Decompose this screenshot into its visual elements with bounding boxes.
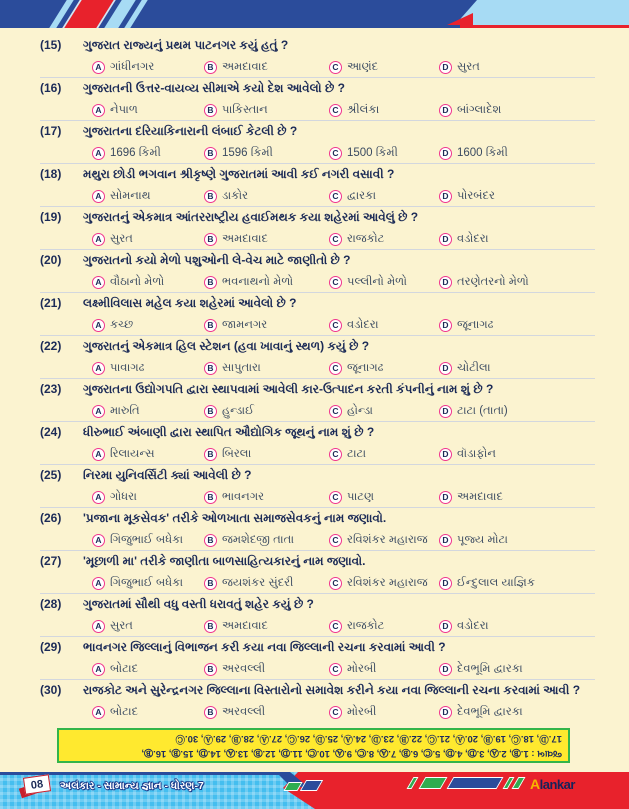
question-number: (17) [40, 124, 62, 138]
option-letter-badge: D [439, 104, 452, 117]
option-letter-badge: B [204, 190, 217, 203]
option-text: ટાટા [347, 447, 367, 460]
option-text: ભવનાથનો મેળો [222, 275, 294, 288]
option [92, 276, 204, 289]
option-letter-badge: B [204, 577, 217, 590]
option [439, 663, 523, 676]
question-number: (27) [40, 554, 62, 568]
option-letter-badge: A [92, 319, 105, 332]
option-letter-badge: A [92, 706, 105, 719]
option-text: મોરબી [347, 662, 377, 675]
option [92, 61, 204, 74]
option-letter-badge: A [92, 190, 105, 203]
option [329, 534, 439, 547]
option [92, 147, 204, 160]
option-text: રાજકોટ [347, 619, 385, 632]
answer-key-line2: 17.Ⓓ, 18.Ⓒ, 19.Ⓑ, 20.Ⓐ, 21.Ⓒ, 22.Ⓑ, 23.Ⓓ, 24.Ⓐ, 25.Ⓓ, 26.Ⓒ, 27.Ⓐ, 28.Ⓑ, 29.Ⓐ, 30.Ⓒ [175, 733, 562, 744]
option-text: જયશંકર સુંદરી [222, 576, 294, 589]
options-row [92, 230, 595, 248]
option-letter-badge: D [439, 534, 452, 547]
option-letter-badge: D [439, 448, 452, 461]
option-letter-badge: A [92, 577, 105, 590]
book-title: અલંકાર - સામાન્ય જ્ઞાન - ધોરણ-7 [60, 780, 204, 792]
page-header-banner [0, 0, 629, 28]
option-text: 1696 કિમી [110, 146, 161, 159]
option-text: અરવલ્લી [222, 662, 266, 675]
option [329, 276, 439, 289]
option-letter-badge: C [329, 491, 342, 504]
option [439, 491, 503, 504]
options-row [92, 316, 595, 334]
option-text: ડાકોર [222, 189, 249, 202]
question-number: (24) [40, 425, 62, 439]
option [439, 362, 491, 375]
option-text: ચોટીલા [457, 361, 491, 374]
option-text: આણંદ [347, 60, 379, 73]
option [92, 620, 204, 633]
option-letter-badge: A [92, 448, 105, 461]
option [92, 663, 204, 676]
option-letter-badge: A [92, 147, 105, 160]
option-text: અરવલ્લી [222, 705, 266, 718]
question-block [40, 250, 595, 293]
option-letter-badge: B [204, 362, 217, 375]
option-text: 1500 કિમી [347, 146, 398, 159]
question-block [40, 465, 595, 508]
option-text: મોરબી [347, 705, 377, 718]
option [92, 706, 204, 719]
option [92, 491, 204, 504]
option [439, 190, 495, 203]
option-letter-badge: D [439, 577, 452, 590]
question-text: ધીરુભાઈ અંબાણી દ્વારા સ્થાપિત ઔદ્યોગિક જૂથનું નામ શું છે ? [83, 425, 375, 439]
option-letter-badge: A [92, 276, 105, 289]
question-block [40, 336, 595, 379]
option-letter-badge: C [329, 620, 342, 633]
question-text: 'પ્રજાના મૂકસેવક' તરીકે ઓળખાતા સમાજસેવકનું નામ જણાવો. [83, 511, 387, 525]
option-text: વડોદરા [457, 232, 489, 245]
option [329, 233, 439, 246]
option-letter-badge: C [329, 276, 342, 289]
option-letter-badge: D [439, 190, 452, 203]
question-number: (25) [40, 468, 62, 482]
option [329, 362, 439, 375]
option [439, 104, 501, 117]
question-block [40, 164, 595, 207]
option-letter-badge: A [92, 405, 105, 418]
option-letter-badge: A [92, 61, 105, 74]
option-text: અમદાવાદ [222, 60, 268, 73]
question-number: (30) [40, 683, 62, 697]
question-block [40, 551, 595, 594]
alankar-logo [530, 776, 575, 792]
option [439, 319, 493, 332]
question-line [40, 38, 595, 56]
option [439, 620, 489, 633]
option-letter-badge: C [329, 104, 342, 117]
question-block [40, 121, 595, 164]
option [92, 190, 204, 203]
option [439, 147, 508, 160]
option-letter-badge: C [329, 147, 342, 160]
options-row [92, 58, 595, 76]
question-block [40, 293, 595, 336]
option-letter-badge: A [92, 663, 105, 676]
question-text: ગુજરાત રાજ્યનું પ્રથમ પાટનગર કયું હતું ? [83, 38, 289, 52]
options-row [92, 187, 595, 205]
option-letter-badge: A [92, 233, 105, 246]
option [329, 577, 439, 590]
option-text: તરણેતરનો મેળો [457, 275, 529, 288]
option-letter-badge: D [439, 362, 452, 375]
option-text: અમદાવાદ [457, 490, 503, 503]
option-letter-badge: C [329, 362, 342, 375]
option-letter-badge: B [204, 663, 217, 676]
option-text: સુરત [110, 232, 133, 245]
question-text: ગુજરાતના ઉદ્યોગપતિ દ્વારા સ્થાપવામાં આવેલી કાર-ઉત્પાદન કરતી કંપનીનું નામ શું છે ? [83, 382, 494, 396]
option [204, 448, 329, 461]
option-text: અમદાવાદ [222, 619, 268, 632]
options-row [92, 488, 595, 506]
option-text: રવિશંકર મહારાજ [347, 576, 428, 589]
option [439, 706, 523, 719]
question-line [40, 253, 595, 271]
header-red-wedge [447, 13, 473, 25]
option-letter-badge: D [439, 147, 452, 160]
options-row [92, 574, 595, 592]
option-text: જૂનાગઢ [347, 361, 384, 374]
option-text: સુરત [110, 619, 133, 632]
question-line [40, 124, 595, 142]
options-row [92, 660, 595, 678]
option [92, 577, 204, 590]
option-text: પૂજ્ય મોટા [457, 533, 508, 546]
option-letter-badge: C [329, 233, 342, 246]
question-number: (23) [40, 382, 62, 396]
option-letter-badge: A [92, 491, 105, 504]
question-number: (21) [40, 296, 62, 310]
option-text: બોટાદ [110, 662, 139, 675]
option-text: જૂનાગઢ [457, 318, 494, 331]
option-text: ગિજુભાઈ બધેકા [110, 533, 184, 546]
option-letter-badge: D [439, 405, 452, 418]
option [92, 362, 204, 375]
option [329, 61, 439, 74]
option-text: 1600 કિમી [457, 146, 508, 159]
option-letter-badge: B [204, 276, 217, 289]
option-letter-badge: C [329, 577, 342, 590]
header-red-underline [460, 25, 629, 28]
option [329, 104, 439, 117]
option [439, 405, 508, 418]
question-number: (26) [40, 511, 62, 525]
option [329, 319, 439, 332]
question-number: (22) [40, 339, 62, 353]
question-block [40, 508, 595, 551]
option [92, 448, 204, 461]
header-skyblue-block [455, 0, 629, 25]
question-block [40, 207, 595, 250]
question-text: લક્ષ્મીવિલાસ મહેલ કયા શહેરમાં આવેલો છે ? [83, 296, 297, 310]
question-text: ભાવનગર જિલ્લાનું વિભાજન કરી કયા નવા જિલ્લાની રચના કરવામાં આવી ? [83, 640, 446, 654]
option [92, 233, 204, 246]
option-letter-badge: C [329, 190, 342, 203]
question-text: ગુજરાતમાં સૌથી વધુ વસ્તી ધરાવતું શહેર કયું છે ? [83, 597, 314, 611]
option-letter-badge: D [439, 706, 452, 719]
question-number: (16) [40, 81, 62, 95]
option-letter-badge: B [204, 61, 217, 74]
option [329, 147, 439, 160]
option-text: રાજકોટ [347, 232, 385, 245]
option [204, 61, 329, 74]
option-letter-badge: C [329, 405, 342, 418]
footer-blue-parallelogram [447, 777, 504, 789]
option-text: પોરબંદર [457, 189, 495, 202]
option-text: બોટાદ [110, 705, 139, 718]
option [329, 448, 439, 461]
option-text: દ્વારકા [347, 189, 377, 202]
question-number: (20) [40, 253, 62, 267]
options-row [92, 445, 595, 463]
option [92, 534, 204, 547]
question-text: ગુજરાતનો કયો મેળો પશુઓની લે-વેચ માટે જાણીતો છે ? [83, 253, 351, 267]
options-row [92, 359, 595, 377]
option-text: ભાવનગર [222, 490, 265, 503]
option-text: પલ્લીનો મેળો [347, 275, 408, 288]
option [329, 663, 439, 676]
option-letter-badge: B [204, 319, 217, 332]
option [204, 577, 329, 590]
option-text: નેપાળ [110, 103, 138, 116]
page-footer [0, 772, 629, 809]
option-letter-badge: A [92, 362, 105, 375]
option-text: પાવાગઢ [110, 361, 145, 374]
option-text: સુરત [457, 60, 480, 73]
options-row [92, 101, 595, 119]
question-line [40, 640, 595, 658]
options-row [92, 617, 595, 635]
question-text: ગુજરાતની ઉત્તર-વાયવ્ય સીમાએ કયો દેશ આવેલો છે ? [83, 81, 345, 95]
option-text: ટાટા (તાતા) [457, 404, 508, 417]
answer-key-box [57, 728, 570, 763]
option-letter-badge: D [439, 233, 452, 246]
option-letter-badge: C [329, 319, 342, 332]
question-line [40, 597, 595, 615]
option-text: ઈન્દુલાલ યાજ્ઞિક [457, 576, 535, 589]
option-letter-badge: B [204, 448, 217, 461]
option-text: વડોદરા [457, 619, 489, 632]
question-line [40, 167, 595, 185]
option-letter-badge: B [204, 147, 217, 160]
option-letter-badge: D [439, 61, 452, 74]
option [439, 276, 529, 289]
option-text: પાકિસ્તાન [222, 103, 268, 116]
question-block [40, 379, 595, 422]
option [204, 405, 329, 418]
option-letter-badge: D [439, 663, 452, 676]
option [204, 190, 329, 203]
question-block [40, 594, 595, 637]
option-text: હુન્ડાઈ [222, 404, 254, 417]
question-number: (19) [40, 210, 62, 224]
option [204, 491, 329, 504]
option [439, 577, 535, 590]
options-row [92, 703, 595, 721]
option-text: જામનગર [222, 318, 268, 331]
question-line [40, 683, 595, 701]
answer-key-line1: જવાબ : 1.Ⓑ, 2.Ⓐ, 3.Ⓓ, 4.Ⓓ, 5.Ⓒ, 6.Ⓑ, 7.Ⓐ, 8.Ⓒ, 9.Ⓐ, 10.Ⓒ, 11.Ⓓ, 12.Ⓑ, 13.Ⓐ, 14.Ⓓ, 15.Ⓑ, 16.Ⓑ, [141, 748, 562, 759]
question-line [40, 210, 595, 228]
question-text: ગુજરાતનું એકમાત્ર આંતરરાષ્ટ્રીય હવાઈમથક કયા શહેરમાં આવેલું છે ? [83, 210, 419, 224]
option-text: સાપુતારા [222, 361, 261, 374]
option [204, 620, 329, 633]
question-line [40, 81, 595, 99]
option-text: બિરલા [222, 447, 252, 460]
question-block [40, 637, 595, 680]
option-letter-badge: C [329, 663, 342, 676]
alankar-logo-rest: lankar [539, 777, 575, 792]
option-text: રવિશંકર મહારાજ [347, 533, 428, 546]
option-text: દેવભૂમિ દ્વારકા [457, 705, 523, 718]
option-letter-badge: C [329, 706, 342, 719]
option [204, 319, 329, 332]
option-letter-badge: B [204, 233, 217, 246]
option [204, 706, 329, 719]
question-text: ગુજરાતનું એકમાત્ર હિલ સ્ટેશન (હવા ખાવાનું સ્થળ) કયું છે ? [83, 339, 370, 353]
option [204, 276, 329, 289]
alankar-logo-initial: A [530, 776, 540, 792]
option [204, 663, 329, 676]
option-text: વૌઠાનો મેળો [110, 275, 165, 288]
options-row [92, 402, 595, 420]
page-number-badge: 08 [23, 774, 51, 794]
question-text: 'મૂછાળી મા' તરીકે જાણીતા બાળસાહિત્યકારનું નામ જણાવો. [83, 554, 366, 568]
question-text: નિરમા યુનિવર્સિટી ક્યાં આવેલી છે ? [83, 468, 252, 482]
question-block [40, 680, 595, 722]
option-letter-badge: B [204, 534, 217, 547]
option [92, 405, 204, 418]
question-number: (18) [40, 167, 62, 181]
question-text: ગુજરાતના દરિયાકિનારાની લંબાઈ કેટલી છે ? [83, 124, 298, 138]
option-text: હોન્ડા [347, 404, 373, 417]
option [439, 61, 480, 74]
option [329, 620, 439, 633]
option-letter-badge: B [204, 405, 217, 418]
option [204, 534, 329, 547]
question-line [40, 296, 595, 314]
option [329, 491, 439, 504]
option-text: પાટણ [347, 490, 375, 503]
question-block [40, 35, 595, 78]
option-letter-badge: B [204, 104, 217, 117]
question-line [40, 511, 595, 529]
question-line [40, 554, 595, 572]
option-letter-badge: C [329, 61, 342, 74]
option [204, 233, 329, 246]
question-line [40, 339, 595, 357]
option [204, 104, 329, 117]
option-text: વૉડાફોન [457, 447, 496, 460]
question-number: (28) [40, 597, 62, 611]
option [204, 362, 329, 375]
options-row [92, 144, 595, 162]
question-block [40, 78, 595, 121]
option-text: શ્રીલંકા [347, 103, 380, 116]
option-text: ગિજુભાઈ બધેકા [110, 576, 184, 589]
option [92, 319, 204, 332]
option-text: દેવભૂમિ દ્વારકા [457, 662, 523, 675]
option-text: કચ્છ [110, 318, 134, 331]
option-letter-badge: B [204, 706, 217, 719]
option-text: વડોદરા [347, 318, 379, 331]
answer-key-rotated-text [59, 730, 568, 762]
option-letter-badge: C [329, 448, 342, 461]
option-letter-badge: B [204, 491, 217, 504]
option-letter-badge: D [439, 319, 452, 332]
option-text: બાંગ્લાદેશ [457, 103, 502, 116]
option [329, 190, 439, 203]
option-letter-badge: D [439, 491, 452, 504]
question-text: મથુરા છોડી ભગવાન શ્રીકૃષ્ણે ગુજરાતમાં આવી કઈ નગરી વસાવી ? [83, 167, 395, 181]
option-letter-badge: D [439, 276, 452, 289]
question-number: (15) [40, 38, 62, 52]
option-letter-badge: A [92, 620, 105, 633]
option [92, 104, 204, 117]
option [439, 448, 496, 461]
option-text: સોમનાથ [110, 189, 151, 202]
option [204, 147, 329, 160]
question-line [40, 382, 595, 400]
option-text: મારુતિ [110, 404, 140, 417]
questions-list [0, 28, 629, 722]
option-letter-badge: A [92, 104, 105, 117]
option [329, 405, 439, 418]
question-line [40, 468, 595, 486]
option-letter-badge: C [329, 534, 342, 547]
question-block [40, 422, 595, 465]
option-text: ગાંધીનગર [110, 60, 155, 73]
option [329, 706, 439, 719]
question-text: રાજકોટ અને સુરેન્દ્રનગર જિલ્લાના વિસ્તારોનો સમાવેશ કરીને કયા નવા જિલ્લાની રચના કરવામાં આવી ? [83, 683, 581, 697]
option [439, 534, 508, 547]
option [439, 233, 489, 246]
question-number: (29) [40, 640, 62, 654]
options-row [92, 273, 595, 291]
options-row [92, 531, 595, 549]
option-text: 1596 કિમી [222, 146, 273, 159]
option-text: રિલાયન્સ [110, 447, 155, 460]
question-line [40, 425, 595, 443]
option-text: જમશેદજી તાતા [222, 533, 295, 546]
option-letter-badge: B [204, 620, 217, 633]
option-letter-badge: D [439, 620, 452, 633]
option-text: અમદાવાદ [222, 232, 268, 245]
option-letter-badge: A [92, 534, 105, 547]
option-text: ગોધરા [110, 490, 137, 503]
